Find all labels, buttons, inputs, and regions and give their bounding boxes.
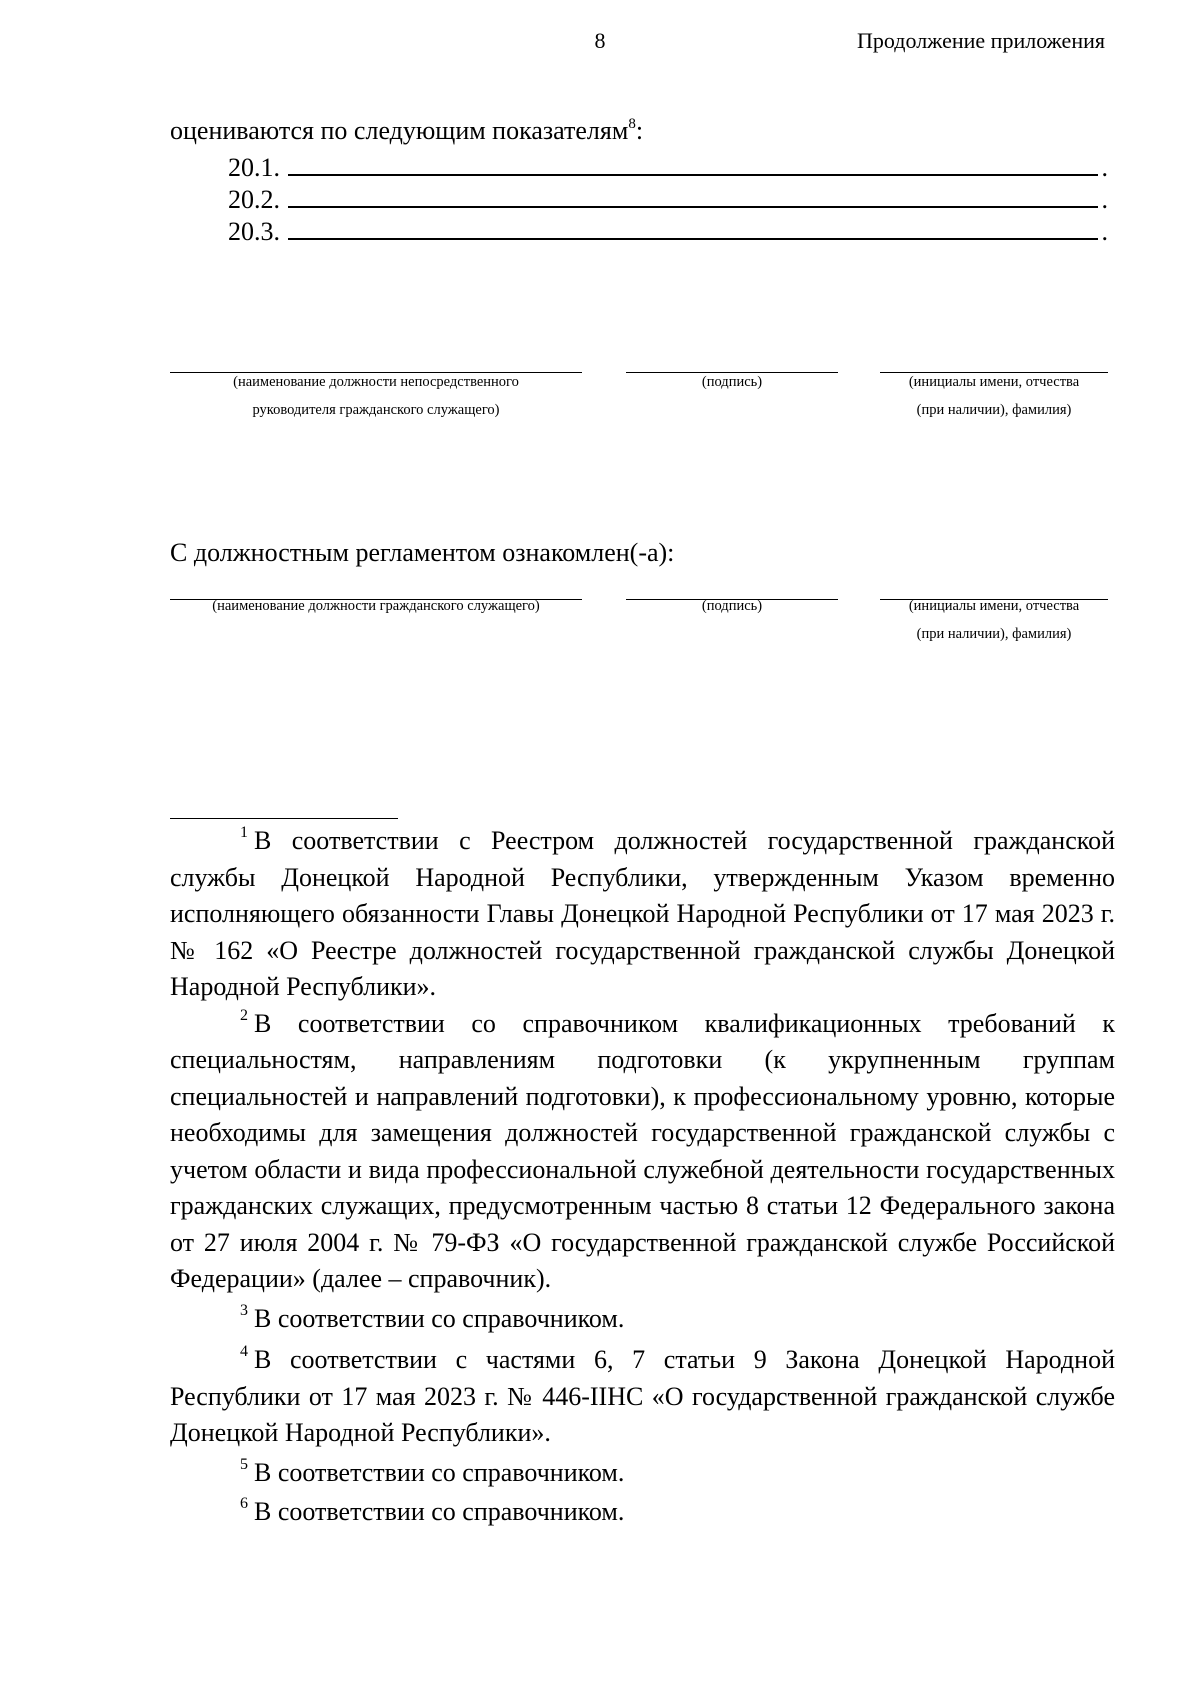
footnote bbox=[170, 823, 1115, 1006]
fill-in-line bbox=[288, 214, 1098, 240]
footnote-mark: 6 bbox=[240, 1495, 248, 1512]
footnote-text: В соответствии со справочником квалификационных требований к специальностям, направлениям подготовки (к укрупненным группам специальностей и направлений подготовки), к профессиональному уровню, которые необходимы для замещения должностей государственной гражданской службы с учетом области и вида профессиональной служебной деятельности государственных гражданских служащих, предусмотренным частью 8 статьи 12 Федерального закона от 27 июля 2004 г. № 79-ФЗ «О государственной гражданской службе Российской Федерации» (далее – справочник). bbox=[170, 1008, 1115, 1293]
footnote-mark-8: 8 bbox=[628, 116, 636, 132]
page-number: 8 bbox=[594, 28, 606, 53]
footnote-text: В соответствии с Реестром должностей государственной гражданской службы Донецкой Народной Республики, утвержденным Указом временно исполняющего обязанности Главы Донецкой Народной Республики от 17 мая 2023 г. № 162 «О Реестре должностей государственной гражданской службы Донецкой Народной Республики». bbox=[170, 826, 1115, 1001]
footnote bbox=[170, 1301, 1115, 1338]
footnote-mark: 2 bbox=[240, 1006, 248, 1024]
footnote bbox=[170, 1455, 1115, 1492]
footnote bbox=[170, 1494, 1115, 1531]
indicator-item bbox=[228, 214, 1108, 247]
footnote-text: В соответствии со справочником. bbox=[254, 1303, 625, 1333]
position-caption-line1: (наименование должности непосредственного bbox=[233, 374, 519, 390]
footnote-mark: 5 bbox=[240, 1455, 248, 1473]
footnote-text: В соответствии со справочником. bbox=[254, 1497, 625, 1526]
fill-in-line bbox=[288, 182, 1098, 208]
footnote-text: В соответствии с частями 6, 7 статьи 9 Закона Донецкой Народной Республики от 17 мая 2023 г. № 446-IIНС «О государственной гражданской службе Донецкой Народной Республики». bbox=[170, 1345, 1115, 1447]
intro-colon: : bbox=[635, 116, 644, 145]
footnote bbox=[170, 1006, 1115, 1298]
item-number: 20.2. bbox=[228, 185, 280, 214]
name-caption-line1: (инициалы имени, отчества bbox=[908, 598, 1080, 614]
name-caption bbox=[880, 368, 1108, 424]
footnote-mark: 3 bbox=[240, 1301, 248, 1319]
item-end: . bbox=[1101, 185, 1108, 214]
name-caption bbox=[880, 592, 1108, 648]
name-caption-line1: (инициалы имени, отчества bbox=[908, 374, 1080, 390]
item-number: 20.1. bbox=[228, 153, 280, 182]
item-number: 20.3. bbox=[228, 217, 280, 246]
position-caption-line2: руководителя гражданского служащего) bbox=[252, 402, 500, 418]
footnotes bbox=[170, 823, 1115, 1531]
indicator-item bbox=[228, 182, 1108, 215]
intro-text: оцениваются по следующим показателям bbox=[170, 116, 629, 145]
item-end: . bbox=[1101, 217, 1108, 246]
indicator-item bbox=[228, 150, 1108, 183]
signature-caption: (подпись) bbox=[701, 598, 763, 614]
intro-line bbox=[170, 116, 643, 146]
continuation-label: Продолжение приложения bbox=[857, 28, 1105, 53]
signature-caption: (подпись) bbox=[701, 374, 763, 390]
acquainted-heading: С должностным регламентом ознакомлен(-а): bbox=[170, 538, 675, 567]
item-end: . bbox=[1101, 153, 1108, 182]
position-caption: (наименование должности гражданского служащего) bbox=[212, 598, 540, 614]
footnote-mark: 1 bbox=[240, 824, 248, 841]
footnote-separator bbox=[170, 818, 398, 819]
fill-in-line bbox=[288, 150, 1098, 176]
footnote-mark: 4 bbox=[240, 1343, 248, 1360]
position-caption bbox=[170, 368, 582, 424]
name-caption-line2: (при наличии), фамилия) bbox=[916, 626, 1072, 642]
footnote bbox=[170, 1342, 1115, 1452]
footnote-text: В соответствии со справочником. bbox=[254, 1457, 625, 1487]
name-caption-line2: (при наличии), фамилия) bbox=[916, 402, 1072, 418]
